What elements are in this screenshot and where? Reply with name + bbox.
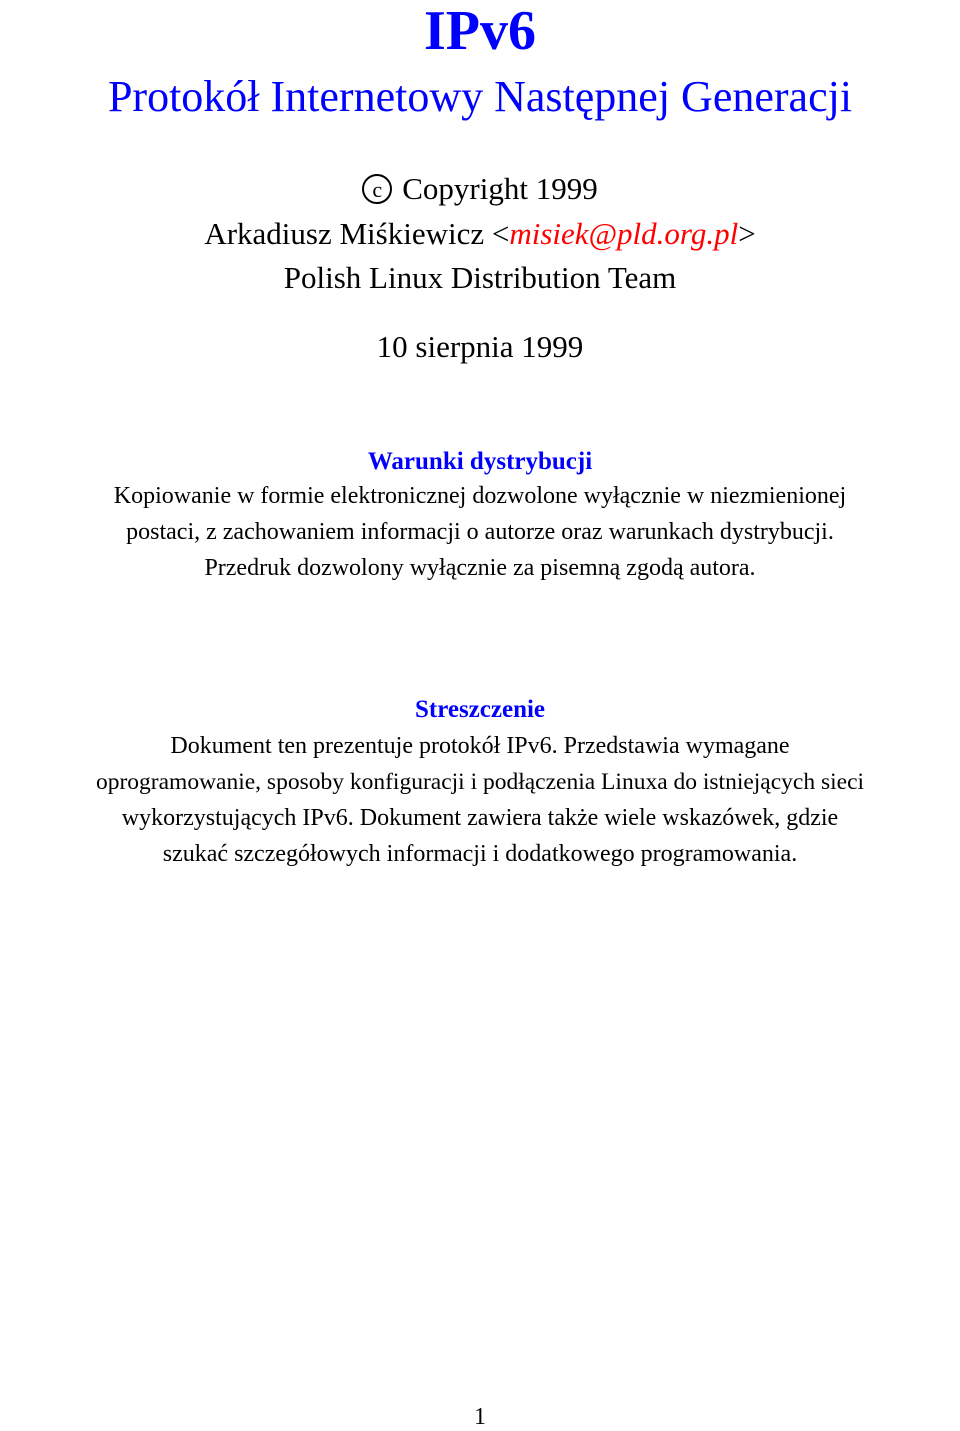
author-line <box>0 214 960 254</box>
copyright-line <box>0 169 960 209</box>
copyright-icon: c <box>362 174 392 204</box>
author-name: Arkadiusz Miśkiewicz <box>204 216 485 251</box>
author-email-link[interactable]: misiek@pld.org.pl <box>509 216 739 251</box>
copyright-text: Copyright 1999 <box>402 171 598 206</box>
abstract-line: Dokument ten prezentuje protokół IPv6. Przedstawia wymagane <box>170 733 790 759</box>
document-date: 10 sierpnia 1999 <box>376 329 584 364</box>
abstract-line: oprogramowanie, sposoby konfiguracji i podłączenia Linuxa do istniejących sieci <box>95 769 865 795</box>
email-open-bracket: < <box>491 216 510 251</box>
distribution-line: Przedruk dozwolony wyłącznie za pisemną zgodą autora. <box>204 555 756 581</box>
abstract-line: wykorzystujących IPv6. Dokument zawiera także wiele wskazówek, gdzie <box>121 805 839 831</box>
abstract-line: szukać szczegółowych informacji i dodatkowego programowania. <box>162 841 798 867</box>
document-subtitle: Protokół Internetowy Następnej Generacji <box>107 72 853 121</box>
distribution-heading: Warunki dystrybucji <box>367 448 593 475</box>
document-title: IPv6 <box>424 0 536 62</box>
distribution-line: postaci, z zachowaniem informacji o autorze oraz warunkach dystrybucji. <box>126 519 834 545</box>
abstract-heading: Streszczenie <box>414 696 546 723</box>
distribution-line: Kopiowanie w formie elektronicznej dozwolone wyłącznie w niezmienionej <box>113 483 847 509</box>
email-close-bracket: > <box>738 216 756 251</box>
page-number: 1 <box>474 1404 486 1430</box>
team-name: Polish Linux Distribution Team <box>283 260 677 295</box>
